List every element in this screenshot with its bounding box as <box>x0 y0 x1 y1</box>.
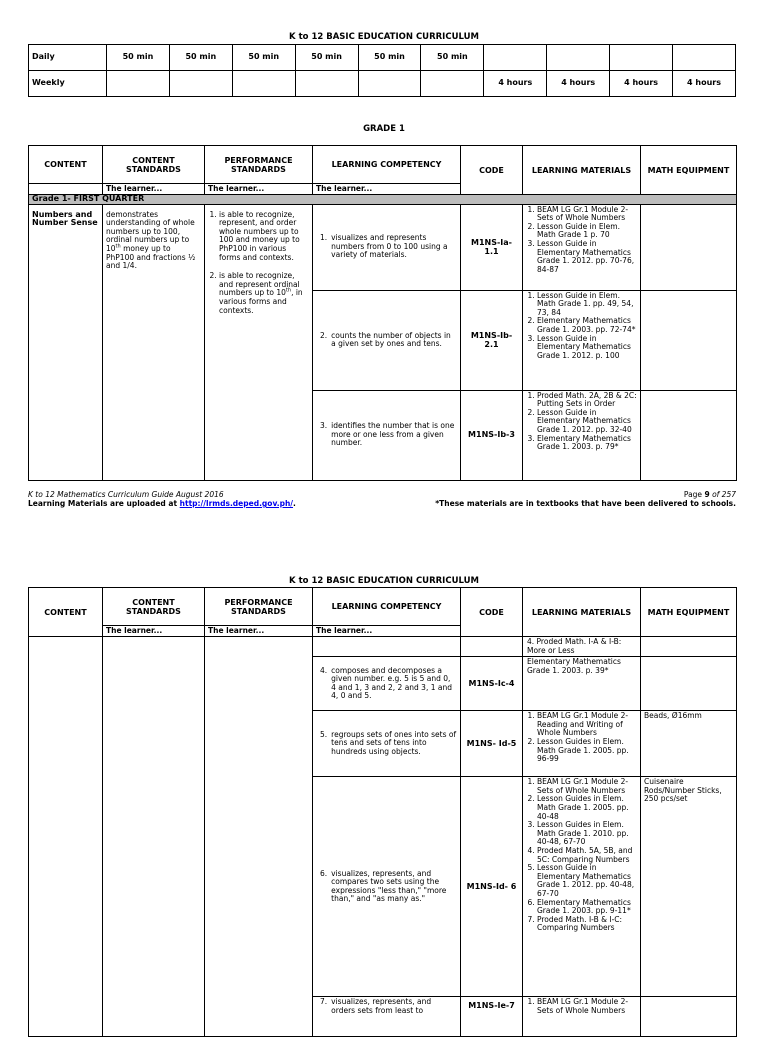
weekly-row <box>29 71 736 97</box>
quarter-label: Grade 1- FIRST QUARTER <box>29 195 737 205</box>
daily-cell: 50 min <box>295 45 358 71</box>
material-item: 2. Lesson Guides in Elem. Math Grade 1. 2005. pp. 40-48 <box>537 795 637 821</box>
competency-text: counts the number of objects in a given set by ones and tens. <box>331 330 451 349</box>
materials-cell: 4. Proded Math. I-A & I-B: More or Less <box>523 637 641 657</box>
daily-cell <box>484 45 547 71</box>
competency-text: visualizes, represents, and orders sets from least to <box>331 997 432 1015</box>
competency-number: 3. <box>320 421 328 431</box>
materials-cell <box>523 711 641 777</box>
header-row <box>29 146 737 184</box>
competency-number: 7. <box>320 997 328 1007</box>
header-math-equipment: MATH EQUIPMENT <box>641 588 737 637</box>
footer-uploaded <box>28 499 296 508</box>
footer-page-number: 9 <box>704 490 710 499</box>
material-item: 3. Lesson Guide in Elementary Mathematics Grade 1. 2012. pp. 70-76, 84-87 <box>537 240 637 274</box>
header-learning-competency: LEARNING COMPETENCY <box>313 146 461 184</box>
performance-standard-empty <box>205 637 313 1037</box>
learner-label: The learner... <box>205 626 313 637</box>
quarter-row <box>29 195 737 205</box>
learner-blank <box>29 184 103 195</box>
table-row <box>29 204 737 290</box>
footer-textbooks-note: *These materials are in textbooks that have been delivered to schools. <box>435 499 736 508</box>
daily-cell <box>610 45 673 71</box>
weekly-cell: 4 hours <box>484 71 547 97</box>
competency-cell <box>313 997 461 1037</box>
competency-text: composes and decomposes a given number. e.g. 5 is 5 and 0, 4 and 1, 3 and 2, 2 and 3, 1 and 4, 0 and 5. <box>331 665 452 701</box>
competency-text: visualizes, represents, and compares two sets using the expressions "less than," "more than," and "as many as." <box>331 868 447 904</box>
competency-text: regroups sets of ones into sets of tens and sets of tens into hundreds using objects. <box>331 729 457 756</box>
weekly-cell <box>358 71 421 97</box>
footer-page-suffix: of 257 <box>712 490 736 499</box>
material-item: 2. Lesson Guide in Elementary Mathematics Grade 1. 2012. pp. 32-40 <box>537 409 637 435</box>
content-area: Numbers and Number Sense <box>29 204 103 480</box>
footer-guide: K to 12 Mathematics Curriculum Guide August 2016 <box>28 490 224 499</box>
performance-standards <box>205 204 313 480</box>
content-standard-empty <box>103 637 205 1037</box>
competency-number: 4. <box>320 665 328 675</box>
competency-cell <box>313 390 461 480</box>
material-item: 6. Elementary Mathematics Grade 1. 2003. pp. 9-11* <box>537 899 637 916</box>
equipment-cell <box>641 390 737 480</box>
learner-label: The learner... <box>313 184 461 195</box>
header-content-standards: CONTENT STANDARDS <box>103 588 205 626</box>
competency-cell-empty <box>313 637 461 657</box>
equipment-cell <box>641 637 737 657</box>
competency-text: visualizes and represents numbers from 0 to 100 using a variety of materials. <box>331 233 448 260</box>
header-content: CONTENT <box>29 146 103 184</box>
learner-label: The learner... <box>103 626 205 637</box>
page-footer <box>28 490 736 508</box>
materials-cell <box>523 204 641 290</box>
equipment-cell <box>641 657 737 711</box>
equipment-cell: Cuisenaire Rods/Number Sticks, 250 pcs/set <box>641 777 737 997</box>
competency-cell <box>313 204 461 290</box>
weekly-cell: 4 hours <box>610 71 673 97</box>
competency-cell <box>313 290 461 390</box>
material-item: 1. Lesson Guide in Elem. Math Grade 1. pp. 49, 54, 73, 84 <box>537 292 637 318</box>
curriculum-title-page2: K to 12 BASIC EDUCATION CURRICULUM <box>289 576 479 586</box>
materials-cell: Elementary Mathematics Grade 1. 2003. p. 39* <box>523 657 641 711</box>
daily-cell <box>547 45 610 71</box>
header-learning-materials: LEARNING MATERIALS <box>523 588 641 637</box>
weekly-label: Weekly <box>29 71 107 97</box>
weekly-cell <box>107 71 170 97</box>
daily-cell: 50 min <box>232 45 295 71</box>
materials-cell <box>523 777 641 997</box>
code-cell: M1NS-Ib-2.1 <box>461 290 523 390</box>
header-performance-standards: PERFORMANCE STANDARDS <box>205 146 313 184</box>
weekly-cell: 4 hours <box>547 71 610 97</box>
header-code: CODE <box>461 146 523 195</box>
header-row <box>29 588 737 626</box>
time-allotment-table <box>28 44 736 97</box>
header-content-standards: CONTENT STANDARDS <box>103 146 205 184</box>
header-math-equipment: MATH EQUIPMENT <box>641 146 737 195</box>
learner-label: The learner... <box>103 184 205 195</box>
daily-row <box>29 45 736 71</box>
material-item: 1. BEAM LG Gr.1 Module 2- Sets of Whole Numbers <box>537 998 637 1015</box>
header-learning-materials: LEARNING MATERIALS <box>523 146 641 195</box>
footer-uploaded-prefix: Learning Materials are uploaded at <box>28 499 180 508</box>
material-item: 4. Proded Math. 5A, 5B, and 5C: Comparing Numbers <box>537 847 637 864</box>
daily-cell <box>673 45 736 71</box>
lrmds-link[interactable]: http://lrmds.deped.gov.ph/ <box>179 499 294 508</box>
daily-cell: 50 min <box>107 45 170 71</box>
material-item: 3. Lesson Guides in Elem. Math Grade 1. 2010. pp. 40-48, 67-70 <box>537 821 637 847</box>
footer-page-prefix: Page <box>683 490 703 499</box>
content-standard: demonstrates understanding of whole numbers up to 100, ordinal numbers up to 10th money up to PhP100 and fractions ½ and 1/4. <box>103 204 205 480</box>
material-item: 2. Elementary Mathematics Grade 1. 2003. pp. 72-74* <box>537 317 637 334</box>
curriculum-title: K to 12 BASIC EDUCATION CURRICULUM <box>289 32 479 42</box>
material-item: 1. BEAM LG Gr.1 Module 2- Reading and Writing of Whole Numbers <box>537 712 637 738</box>
grade-title: GRADE 1 <box>363 124 405 134</box>
competency-cell <box>313 711 461 777</box>
equipment-cell <box>641 204 737 290</box>
materials-cell <box>523 290 641 390</box>
competency-cell <box>313 657 461 711</box>
code-cell: M1NS-Ie-7 <box>461 997 523 1037</box>
weekly-cell: 4 hours <box>673 71 736 97</box>
daily-cell: 50 min <box>421 45 484 71</box>
competency-cell <box>313 777 461 997</box>
weekly-cell <box>232 71 295 97</box>
content-cell-empty <box>29 637 103 1037</box>
material-item: 7. Proded Math. I-B & I-C: Comparing Numbers <box>537 916 637 933</box>
code-cell: M1NS-Id- 6 <box>461 777 523 997</box>
curriculum-table-page2 <box>28 587 737 1037</box>
code-cell-empty <box>461 637 523 657</box>
daily-label: Daily <box>29 45 107 71</box>
material-item: 1. Proded Math. 2A, 2B & 2C: Putting Sets in Order <box>537 392 637 409</box>
weekly-cell <box>169 71 232 97</box>
header-content: CONTENT <box>29 588 103 637</box>
performance-standard-item: 1. is able to recognize, represent, and order whole numbers up to 100 and money up to PhP100 in various forms and contexts. <box>219 211 309 263</box>
equipment-cell <box>641 290 737 390</box>
table-row <box>29 637 737 657</box>
header-learning-competency: LEARNING COMPETENCY <box>313 588 461 626</box>
daily-cell: 50 min <box>358 45 421 71</box>
equipment-cell <box>641 997 737 1037</box>
competency-number: 1. <box>320 233 328 243</box>
daily-cell: 50 min <box>169 45 232 71</box>
learner-label: The learner... <box>205 184 313 195</box>
code-cell: M1NS-Ia-1.1 <box>461 204 523 290</box>
material-item: 3. Elementary Mathematics Grade 1. 2003. p. 79* <box>537 435 637 452</box>
code-cell: M1NS- Id-5 <box>461 711 523 777</box>
materials-cell <box>523 997 641 1037</box>
code-cell: M1NS-Ic-4 <box>461 657 523 711</box>
footer-url-suffix: . <box>293 499 296 508</box>
competency-number: 6. <box>320 868 328 878</box>
material-item: 1. BEAM LG Gr.1 Module 2- Sets of Whole Numbers <box>537 778 637 795</box>
header-code: CODE <box>461 588 523 637</box>
material-item: 2. Lesson Guide in Elem. Math Grade 1 p. 70 <box>537 223 637 240</box>
competency-text: identifies the number that is one more or one less from a given number. <box>331 421 455 448</box>
material-item: 2. Lesson Guides in Elem. Math Grade 1. 2005. pp. 96-99 <box>537 738 637 764</box>
performance-standard-item: 2. is able to recognize, and represent ordinal numbers up to 10th, in various forms and contexts. <box>219 272 309 315</box>
curriculum-table <box>28 145 737 481</box>
code-cell: M1NS-Ib-3 <box>461 390 523 480</box>
material-item: 3. Lesson Guide in Elementary Mathematics Grade 1. 2012. p. 100 <box>537 335 637 361</box>
learner-label: The learner... <box>313 626 461 637</box>
materials-cell <box>523 390 641 480</box>
equipment-cell: Beads, Ø16mm <box>641 711 737 777</box>
footer-page <box>684 490 736 499</box>
competency-number: 5. <box>320 729 328 739</box>
material-item: 1. BEAM LG Gr.1 Module 2- Sets of Whole Numbers <box>537 206 637 223</box>
weekly-cell <box>295 71 358 97</box>
competency-number: 2. <box>320 330 328 340</box>
header-performance-standards: PERFORMANCE STANDARDS <box>205 588 313 626</box>
weekly-cell <box>421 71 484 97</box>
material-item: 5. Lesson Guide in Elementary Mathematics Grade 1. 2012. pp. 40-48, 67-70 <box>537 864 637 898</box>
